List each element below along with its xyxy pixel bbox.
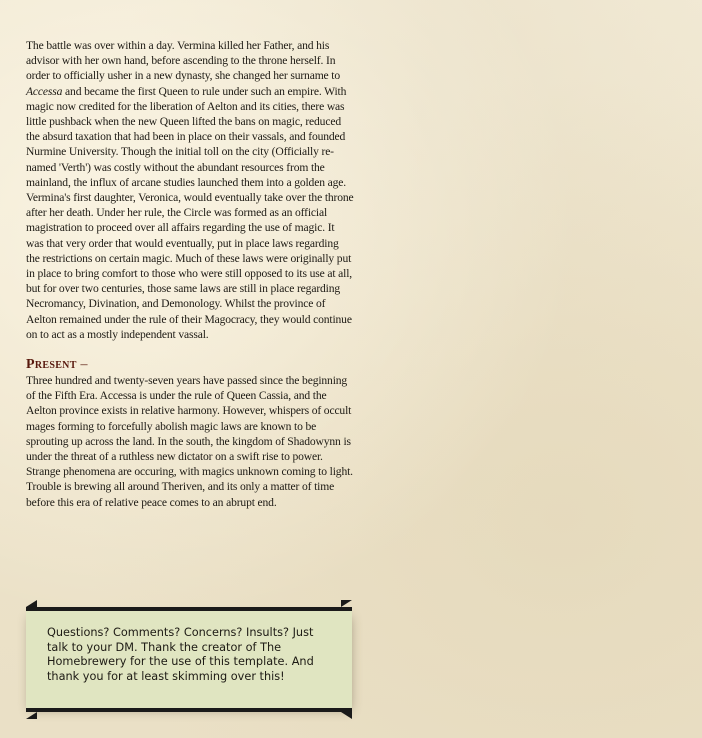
note-box xyxy=(26,600,352,720)
note-panel xyxy=(26,611,352,708)
note-text: Questions? Comments? Concerns? Insults? Just talk to your DM. Thank the creator of The Homebrewery for the use of this template. And thank you for at least skimming over this! xyxy=(47,626,314,683)
history-paragraph xyxy=(26,38,354,342)
text-column xyxy=(26,38,354,510)
present-paragraph: Three hundred and twenty-seven years have passed since the beginning of the Fifth Era. Accessa is under the rule of Queen Cassia, and the Aelton province exists in relative harmony. However, whispers of occult mages forming to forcefully abolish magic laws are known to be sprouting up across the land. In the south, the kingdom of Shadowynn is under the threat of a ruthless new dictator on a swift rise to power. Strange phenomena are occuring, with magics unknown coming to light. Trouble is brewing all around Theriven, and its only a matter of time before this era of relative peace comes to an abrupt end. xyxy=(26,374,353,509)
surname-emphasis: Accessa xyxy=(26,84,63,98)
note-bottom-border xyxy=(26,708,352,712)
history-paragraph-part1: The battle was over within a day. Vermina killed her Father, and his advisor with her own hand, before ascending to the throne herself. In order to officially usher in a new dynasty, she changed her surname to xyxy=(26,39,341,83)
present-heading-text: Present xyxy=(26,357,77,373)
history-paragraph-part2: and became the first Queen to rule under such an empire. With magic now credited for the liberation of Aelton and its cities, there was little pushback when the new Queen lifted the bans on magic, reduced the absurd taxation that had been in place on their vassals, and founded Nurmine University. Though the initial toll on the city (Officially re-named 'Verth') was costly without the abundant resources from the mainland, the influx of arcane studies launched them into a golden age. Vermina's first daughter, Veronica, would eventually take over the throne after her death. Under her rule, the Circle was formed as an official magistration to proceed over all affairs regarding the use of magic. It was that very order that would eventually, put in place laws regarding the restrictions on certain magic. Much of these laws were originally put in place to bring comfort to those who were still opposed to its use at all, but for over two centuries, those same laws are still in place regarding Necromancy, Divination, and Demonology. Whilst the province of Aelton remained under the rule of their Magocracy, they would continue on to act as a mostly independent vassal. xyxy=(26,84,354,341)
present-heading-dash: – xyxy=(76,357,88,373)
present-heading xyxy=(26,357,354,373)
